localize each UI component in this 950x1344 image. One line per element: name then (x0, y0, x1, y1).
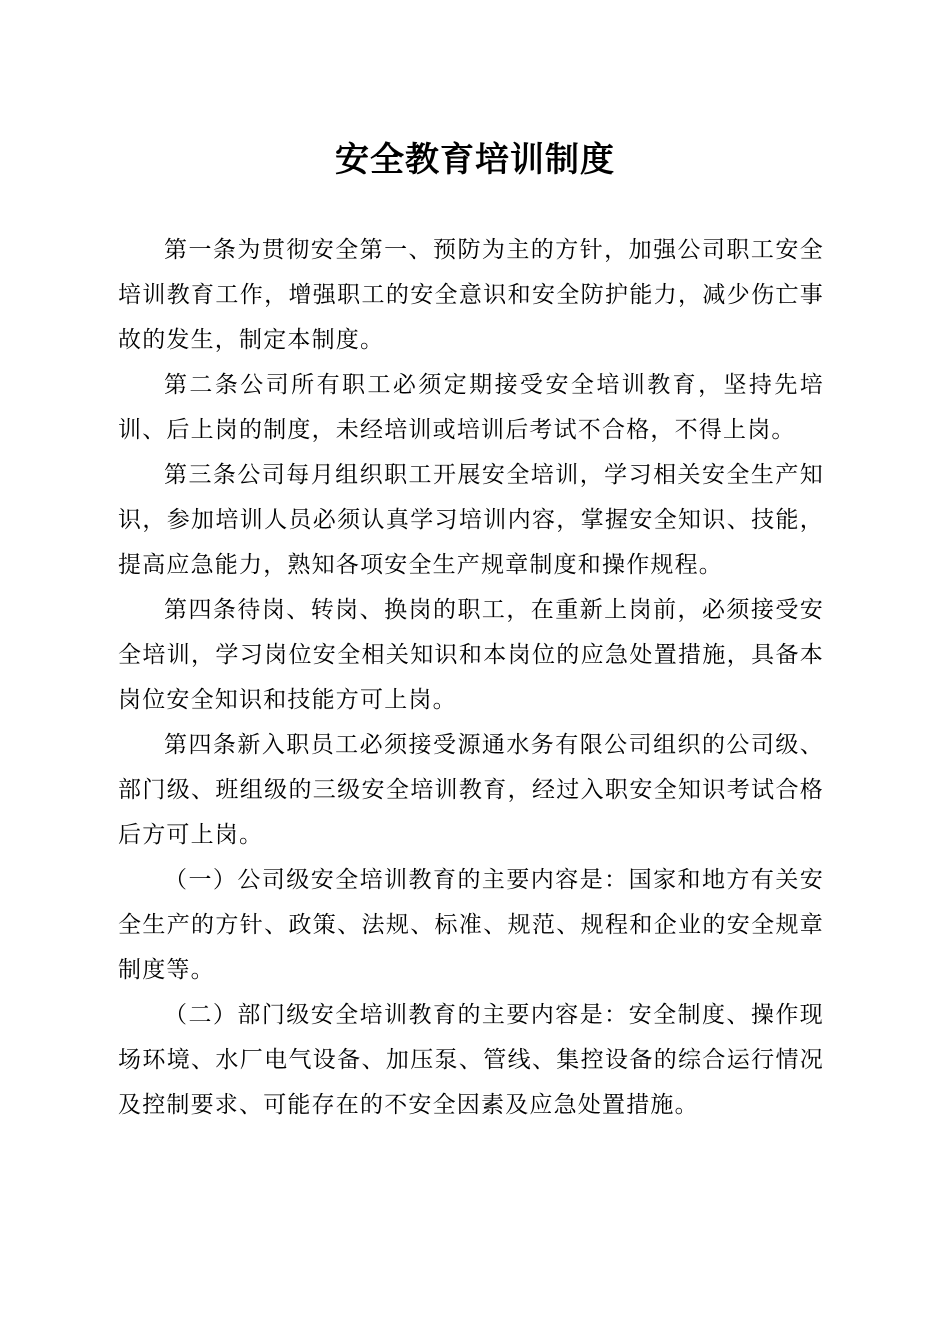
document-title: 安全教育培训制度 (335, 140, 615, 180)
article-4b-paragraph: 第四条新入职员工必须接受源通水务有限公司组织的公司级、部门级、班组级的三级安全培训教育，经过入职安全知识考试合格后方可上岗。 (118, 732, 824, 848)
document-body (118, 228, 824, 1128)
article-2-paragraph: 第二条公司所有职工必须定期接受安全培训教育，坚持先培训、后上岗的制度，未经培训或培训后考试不合格，不得上岗。 (118, 372, 824, 443)
article-3-paragraph: 第三条公司每月组织职工开展安全培训，学习相关安全生产知识，参加培训人员必须认真学习培训内容，掌握安全知识、技能，提高应急能力，熟知各项安全生产规章制度和操作规程。 (118, 462, 824, 578)
item-2-paragraph: （二）部门级安全培训教育的主要内容是：安全制度、操作现场环境、水厂电气设备、加压泵、管线、集控设备的综合运行情况及控制要求、可能存在的不安全因素及应急处置措施。 (118, 1002, 824, 1118)
article-1-paragraph: 第一条为贯彻安全第一、预防为主的方针，加强公司职工安全培训教育工作，增强职工的安全意识和安全防护能力，减少伤亡事故的发生，制定本制度。 (118, 237, 824, 353)
article-4-paragraph: 第四条待岗、转岗、换岗的职工，在重新上岗前，必须接受安全培训，学习岗位安全相关知识和本岗位的应急处置措施，具备本岗位安全知识和技能方可上岗。 (118, 597, 824, 713)
item-1-paragraph: （一）公司级安全培训教育的主要内容是：国家和地方有关安全生产的方针、政策、法规、标准、规范、规程和企业的安全规章制度等。 (118, 867, 824, 983)
